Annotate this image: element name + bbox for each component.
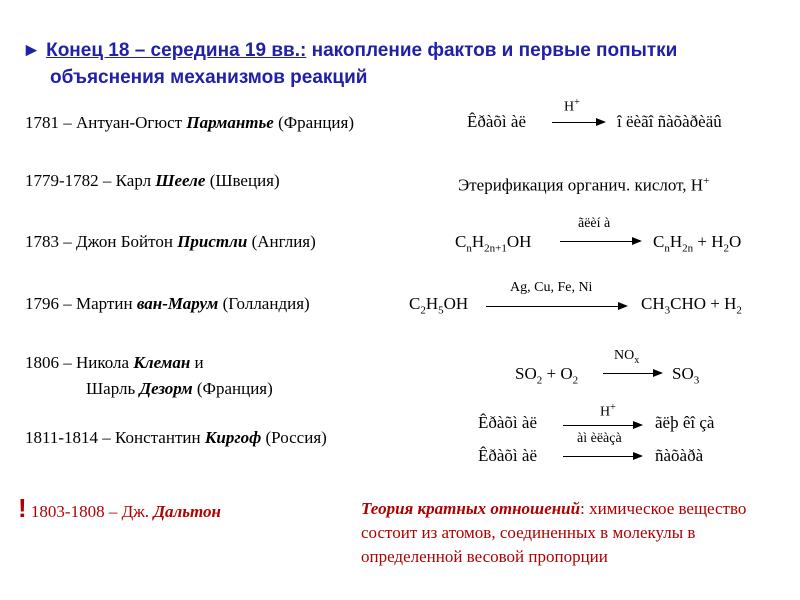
header-line-1	[22, 37, 677, 64]
reaction-4-arrow-icon	[486, 306, 626, 307]
reaction-1-left: Êðàõì àë	[467, 112, 526, 131]
entry-kirchhoff	[25, 428, 327, 448]
reaction-7-left: Êðàõì àë	[478, 446, 537, 465]
reaction-7-catalyst: àì èëàçà	[577, 431, 622, 446]
exclamation-icon: !	[18, 493, 27, 523]
theory-text	[361, 497, 791, 569]
reaction-5-catalyst: $NO_x$	[614, 348, 640, 366]
entry-country: (Россия)	[261, 428, 327, 447]
reaction-3-arrow-icon	[560, 241, 640, 242]
entry-text: 1806 – Никола	[25, 353, 134, 372]
dalton-name: Дальтон	[153, 502, 221, 521]
reaction-5-arrow-icon	[603, 373, 661, 374]
entry-name: Пармантье	[186, 113, 274, 132]
reaction-4-left: $C_2H_5OH$	[409, 294, 469, 317]
entry-text: 1783 – Джон Бойтон	[25, 232, 178, 251]
entry-name: Клеман	[133, 353, 191, 372]
entry-name: Пристли	[177, 232, 248, 251]
entry-parmentier	[25, 113, 354, 133]
reaction-4-catalyst: Ag, Cu, Fe, Ni	[510, 280, 593, 295]
entry-country: (Франция)	[192, 379, 273, 398]
entry-text: 1781 – Антуан-Огюст	[25, 113, 187, 132]
entry-van-marum	[25, 294, 310, 314]
entry-name: Шееле	[155, 171, 206, 190]
marker-icon: ►	[22, 40, 41, 61]
entry-country: (Англия)	[247, 232, 316, 251]
section-header	[22, 37, 677, 91]
reaction-6-arrow-icon	[563, 425, 641, 426]
dalton-text: 1803-1808 – Дж.	[26, 502, 154, 521]
entry-text: 1811-1814 – Константин	[25, 428, 205, 447]
theory-title: Теория кратных отношений	[361, 499, 581, 518]
reaction-3-left: $C_nH_{2n+1}OH$	[455, 232, 532, 255]
reaction-1-arrow-icon	[552, 122, 604, 123]
reaction-3-catalyst: ãëèí à	[578, 216, 611, 231]
theory-body: : химическое вещество состоит из атомов, соединенных в молекулы в определенной весовой пропорции	[361, 499, 747, 566]
reaction-4-right: $CH_3CHO + H_2$	[641, 294, 742, 317]
entry-text: 1796 – Мартин	[25, 294, 137, 313]
reaction-1-right: î ëèãî ñàõàðèäû	[617, 112, 722, 131]
dalton-line	[18, 493, 221, 527]
entry-name: Киргоф	[204, 428, 262, 447]
entry-priestley	[25, 232, 316, 252]
entry-clement	[25, 353, 204, 373]
entry-scheele	[25, 171, 280, 191]
entry-name: ван-Марум	[136, 294, 219, 313]
reaction-5-left: $SO_2 + O_2$	[515, 364, 579, 387]
entry-text: 1779-1782 – Карл	[25, 171, 156, 190]
entry-country: (Франция)	[273, 113, 355, 132]
reaction-5-right: $SO_3$	[672, 364, 700, 387]
reaction-1-catalyst: H+	[564, 97, 580, 115]
header-text-1: накопление фактов и первые попытки	[311, 40, 678, 61]
entry-country: и	[190, 353, 204, 372]
entry-country: (Швеция)	[205, 171, 280, 190]
reaction-2-text: Этерификация органич. кислот, H+	[458, 175, 710, 195]
reaction-3-right: $C_nH_{2n} + H_2O$	[653, 232, 742, 255]
reaction-7-arrow-icon	[563, 456, 641, 457]
entry-name: Дезорм	[139, 379, 193, 398]
entry-desormes	[86, 379, 273, 399]
reaction-6-right: ãëþ êî çà	[655, 413, 715, 432]
entry-country: (Голландия)	[218, 294, 310, 313]
reaction-7-right: ñàõàðà	[655, 446, 704, 465]
period-link[interactable]: Конец 18 – середина 19 вв.:	[46, 40, 307, 61]
entry-text: Шарль	[86, 379, 140, 398]
reaction-6-left: Êðàõì àë	[478, 413, 537, 432]
header-line-2: объяснения механизмов реакций	[50, 67, 368, 88]
reaction-6-catalyst: H+	[600, 402, 616, 420]
